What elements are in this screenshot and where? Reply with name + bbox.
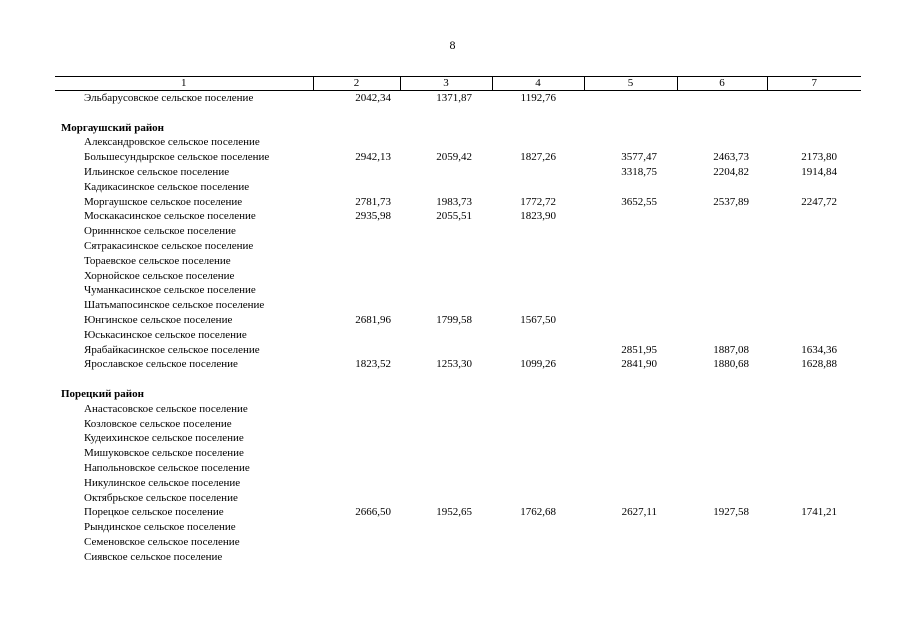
value-cell-col-7 bbox=[767, 550, 861, 565]
value-cell-col-6 bbox=[677, 431, 767, 446]
value-cell-col-3 bbox=[400, 224, 492, 239]
settlement-name: Ярабайкасинское сельское поселение bbox=[84, 343, 260, 356]
value-cell-col-7: 2247,72 bbox=[801, 195, 837, 208]
value-cell-col-6: 1927,58 bbox=[713, 506, 749, 519]
column-header-4: 4 bbox=[492, 77, 584, 91]
value-cell-col-3 bbox=[400, 328, 492, 343]
value-cell-col-6 bbox=[677, 491, 767, 506]
settlement-name: Шатьмапосинское сельское поселение bbox=[84, 299, 265, 312]
value-cell-col-7 bbox=[767, 135, 861, 150]
value-cell-col-2 bbox=[313, 298, 400, 313]
value-cell-col-6: 1887,08 bbox=[713, 343, 749, 356]
value-cell-col-6 bbox=[677, 461, 767, 476]
settlement-name: Оринннское сельское поселение bbox=[84, 225, 236, 238]
settlement-name: Никулинское сельское поселение bbox=[84, 476, 241, 489]
value-cell-col-2: 2042,34 bbox=[355, 92, 391, 104]
value-cell-col-7 bbox=[767, 269, 861, 284]
value-cell-col-2 bbox=[313, 283, 400, 298]
value-cell-col-6 bbox=[677, 91, 767, 106]
value-cell-col-3 bbox=[400, 269, 492, 284]
value-cell-col-4: 1823,90 bbox=[520, 210, 556, 223]
value-cell-col-7: 1914,84 bbox=[801, 165, 837, 178]
district-heading: Порецкий район bbox=[61, 387, 144, 400]
value-cell-col-7 bbox=[767, 254, 861, 269]
value-cell-col-7 bbox=[767, 520, 861, 535]
value-cell-col-4 bbox=[492, 417, 584, 432]
value-cell-col-3 bbox=[400, 402, 492, 417]
spacer-row bbox=[55, 372, 861, 387]
table-row bbox=[55, 431, 861, 446]
value-cell-col-6: 2537,89 bbox=[713, 195, 749, 208]
value-cell-col-7 bbox=[767, 239, 861, 254]
value-cell-col-3: 2059,42 bbox=[436, 151, 472, 164]
value-cell-col-3: 2055,51 bbox=[436, 210, 472, 223]
value-cell-col-4 bbox=[492, 224, 584, 239]
value-cell-col-3 bbox=[400, 254, 492, 269]
value-cell-col-2 bbox=[313, 550, 400, 565]
column-header-1: 1 bbox=[55, 77, 313, 91]
header-row bbox=[55, 77, 861, 91]
value-cell-col-2: 2666,50 bbox=[355, 506, 391, 519]
value-cell-col-5 bbox=[584, 535, 677, 550]
value-cell-col-3 bbox=[400, 135, 492, 150]
table-row bbox=[55, 402, 861, 417]
settlement-name: Москакасинское сельское поселение bbox=[84, 210, 256, 223]
value-cell-col-2: 2781,73 bbox=[355, 195, 391, 208]
value-cell-col-3 bbox=[400, 535, 492, 550]
value-cell-col-5 bbox=[584, 550, 677, 565]
value-cell-col-5 bbox=[584, 91, 677, 106]
value-cell-col-5: 2627,11 bbox=[621, 506, 657, 519]
value-cell-col-6 bbox=[677, 269, 767, 284]
value-cell-col-2 bbox=[313, 224, 400, 239]
value-cell-col-3 bbox=[400, 283, 492, 298]
value-cell-col-3 bbox=[400, 298, 492, 313]
value-cell-col-7: 1628,88 bbox=[801, 358, 837, 371]
value-cell-col-2 bbox=[313, 269, 400, 284]
value-cell-col-2 bbox=[313, 491, 400, 506]
value-cell-col-4 bbox=[492, 343, 584, 358]
column-header-5: 5 bbox=[584, 77, 677, 91]
value-cell-col-7 bbox=[767, 313, 861, 328]
value-cell-col-6 bbox=[677, 224, 767, 239]
table-row bbox=[55, 298, 861, 313]
data-table bbox=[55, 76, 861, 565]
value-cell-col-2: 2681,96 bbox=[355, 313, 391, 326]
value-cell-col-4: 1827,26 bbox=[520, 151, 556, 164]
value-cell-col-3 bbox=[400, 180, 492, 195]
value-cell-col-4 bbox=[492, 254, 584, 269]
value-cell-col-6 bbox=[677, 402, 767, 417]
value-cell-col-4 bbox=[492, 328, 584, 343]
value-cell-col-4 bbox=[492, 239, 584, 254]
table-row bbox=[55, 357, 861, 372]
value-cell-col-6 bbox=[677, 313, 767, 328]
table-row bbox=[55, 239, 861, 254]
table-row bbox=[55, 269, 861, 284]
value-cell-col-7 bbox=[767, 283, 861, 298]
value-cell-col-4 bbox=[492, 135, 584, 150]
value-cell-col-5 bbox=[584, 491, 677, 506]
value-cell-col-5 bbox=[584, 520, 677, 535]
value-cell-col-6 bbox=[677, 298, 767, 313]
table-row bbox=[55, 461, 861, 476]
value-cell-col-4: 1192,76 bbox=[520, 92, 556, 104]
value-cell-col-5: 3577,47 bbox=[621, 151, 657, 164]
page-number: 8 bbox=[449, 38, 456, 52]
value-cell-col-7 bbox=[767, 209, 861, 224]
table-row bbox=[55, 417, 861, 432]
value-cell-col-2 bbox=[313, 431, 400, 446]
value-cell-col-5 bbox=[584, 135, 677, 150]
table-row bbox=[55, 505, 861, 520]
value-cell-col-2 bbox=[313, 135, 400, 150]
settlement-name: Юнгинское сельское поселение bbox=[84, 313, 233, 326]
table-body bbox=[55, 91, 861, 565]
value-cell-col-5: 2851,95 bbox=[621, 343, 657, 356]
table-header bbox=[55, 77, 861, 91]
value-cell-col-7 bbox=[767, 328, 861, 343]
settlement-name: Большесундырское сельское поселение bbox=[84, 151, 270, 164]
value-cell-col-2 bbox=[313, 461, 400, 476]
value-cell-col-3: 1983,73 bbox=[436, 195, 472, 208]
column-header-3: 3 bbox=[400, 77, 492, 91]
column-header-2: 2 bbox=[313, 77, 400, 91]
value-cell-col-3 bbox=[400, 417, 492, 432]
value-cell-col-2 bbox=[313, 402, 400, 417]
value-cell-col-6 bbox=[677, 535, 767, 550]
value-cell-col-6: 2463,73 bbox=[713, 151, 749, 164]
value-cell-col-3: 1952,65 bbox=[436, 506, 472, 519]
value-cell-col-2 bbox=[313, 180, 400, 195]
value-cell-col-6: 1880,68 bbox=[713, 358, 749, 371]
value-cell-col-4 bbox=[492, 269, 584, 284]
value-cell-col-4 bbox=[492, 476, 584, 491]
table-row bbox=[55, 343, 861, 358]
settlement-name: Семеновское сельское поселение bbox=[84, 535, 240, 548]
table-row bbox=[55, 283, 861, 298]
value-cell-col-3 bbox=[400, 461, 492, 476]
value-cell-col-7 bbox=[767, 491, 861, 506]
value-cell-col-2 bbox=[313, 239, 400, 254]
value-cell-col-7: 2173,80 bbox=[801, 151, 837, 164]
value-cell-col-4: 1762,68 bbox=[520, 506, 556, 519]
settlement-name: Моргаушское сельское поселение bbox=[84, 195, 243, 208]
value-cell-col-7 bbox=[767, 446, 861, 461]
value-cell-col-5 bbox=[584, 461, 677, 476]
value-cell-col-4 bbox=[492, 535, 584, 550]
value-cell-col-5 bbox=[584, 402, 677, 417]
table-row bbox=[55, 328, 861, 343]
value-cell-col-7 bbox=[767, 535, 861, 550]
value-cell-col-2 bbox=[313, 328, 400, 343]
value-cell-col-5 bbox=[584, 476, 677, 491]
table-row bbox=[55, 135, 861, 150]
settlement-name: Мишуковское сельское поселение bbox=[84, 447, 244, 460]
value-cell-col-6 bbox=[677, 254, 767, 269]
value-cell-col-2 bbox=[313, 446, 400, 461]
value-cell-col-6 bbox=[677, 520, 767, 535]
table-row bbox=[55, 550, 861, 565]
table-row bbox=[55, 165, 861, 180]
value-cell-col-4 bbox=[492, 402, 584, 417]
value-cell-col-5 bbox=[584, 180, 677, 195]
table-row bbox=[55, 224, 861, 239]
table-row bbox=[55, 254, 861, 269]
value-cell-col-3 bbox=[400, 165, 492, 180]
value-cell-col-4: 1099,26 bbox=[520, 358, 556, 371]
value-cell-col-7 bbox=[767, 417, 861, 432]
value-cell-col-6 bbox=[677, 239, 767, 254]
value-cell-col-6 bbox=[677, 209, 767, 224]
settlement-name: Кадикасинское сельское поселение bbox=[84, 180, 250, 193]
value-cell-col-2 bbox=[313, 535, 400, 550]
value-cell-col-5 bbox=[584, 313, 677, 328]
value-cell-col-2: 1823,52 bbox=[355, 358, 391, 371]
value-cell-col-2 bbox=[313, 254, 400, 269]
value-cell-col-7: 1741,21 bbox=[801, 506, 837, 519]
value-cell-col-3 bbox=[400, 239, 492, 254]
settlement-name: Сиявское сельское поселение bbox=[84, 550, 223, 563]
settlement-name: Чуманкасинское сельское поселение bbox=[84, 284, 256, 297]
table-row bbox=[55, 180, 861, 195]
table-row bbox=[55, 150, 861, 165]
value-cell-col-2: 2942,13 bbox=[355, 151, 391, 164]
district-heading-row bbox=[55, 121, 861, 136]
value-cell-col-3 bbox=[400, 476, 492, 491]
value-cell-col-4 bbox=[492, 298, 584, 313]
value-cell-col-4 bbox=[492, 446, 584, 461]
value-cell-col-7 bbox=[767, 91, 861, 106]
value-cell-col-4 bbox=[492, 283, 584, 298]
value-cell-col-3 bbox=[400, 550, 492, 565]
value-cell-col-3 bbox=[400, 491, 492, 506]
value-cell-col-5 bbox=[584, 417, 677, 432]
value-cell-col-3 bbox=[400, 446, 492, 461]
value-cell-col-6 bbox=[677, 135, 767, 150]
district-heading: Моргаушский район bbox=[61, 121, 165, 134]
value-cell-col-5 bbox=[584, 328, 677, 343]
settlement-name: Кудеихинское сельское поселение bbox=[84, 432, 244, 445]
table-row bbox=[55, 195, 861, 210]
settlement-name: Хорнойское сельское поселение bbox=[84, 269, 235, 282]
value-cell-col-4 bbox=[492, 520, 584, 535]
value-cell-col-2 bbox=[313, 165, 400, 180]
value-cell-col-5 bbox=[584, 254, 677, 269]
table-row bbox=[55, 491, 861, 506]
column-header-7: 7 bbox=[767, 77, 861, 91]
spacer-cell bbox=[55, 372, 861, 387]
spacer-row bbox=[55, 106, 861, 121]
value-cell-col-5 bbox=[584, 224, 677, 239]
value-cell-col-5 bbox=[584, 431, 677, 446]
value-cell-col-2 bbox=[313, 476, 400, 491]
value-cell-col-7 bbox=[767, 461, 861, 476]
table-row bbox=[55, 91, 861, 106]
value-cell-col-4 bbox=[492, 461, 584, 476]
table-row bbox=[55, 476, 861, 491]
value-cell-col-7 bbox=[767, 476, 861, 491]
value-cell-col-4 bbox=[492, 550, 584, 565]
value-cell-col-5 bbox=[584, 209, 677, 224]
value-cell-col-7 bbox=[767, 298, 861, 313]
value-cell-col-5: 2841,90 bbox=[621, 358, 657, 371]
settlement-name: Порецкое сельское поселение bbox=[84, 506, 224, 519]
value-cell-col-5: 3318,75 bbox=[621, 165, 657, 178]
value-cell-col-4: 1772,72 bbox=[520, 195, 556, 208]
value-cell-col-7 bbox=[767, 402, 861, 417]
spacer-cell bbox=[55, 106, 861, 121]
settlement-name: Юськасинское сельское поселение bbox=[84, 328, 247, 341]
value-cell-col-4 bbox=[492, 165, 584, 180]
table-row bbox=[55, 535, 861, 550]
value-cell-col-6 bbox=[677, 180, 767, 195]
table-row bbox=[55, 446, 861, 461]
value-cell-col-3 bbox=[400, 431, 492, 446]
district-heading-row bbox=[55, 387, 861, 402]
settlement-name: Александровское сельское поселение bbox=[84, 136, 260, 149]
column-header-6: 6 bbox=[677, 77, 767, 91]
value-cell-col-7 bbox=[767, 180, 861, 195]
value-cell-col-5 bbox=[584, 283, 677, 298]
settlement-name: Рындинское сельское поселение bbox=[84, 521, 236, 534]
settlement-name: Ильинское сельское поселение bbox=[84, 165, 230, 178]
value-cell-col-5: 3652,55 bbox=[621, 195, 657, 208]
value-cell-col-2: 2935,98 bbox=[355, 210, 391, 223]
settlement-name: Напольновское сельское поселение bbox=[84, 461, 250, 474]
value-cell-col-5 bbox=[584, 239, 677, 254]
value-cell-col-2 bbox=[313, 417, 400, 432]
value-cell-col-6: 2204,82 bbox=[713, 165, 749, 178]
value-cell-col-3: 1371,87 bbox=[436, 92, 472, 104]
table-row bbox=[55, 520, 861, 535]
settlement-name: Октябрьское сельское поселение bbox=[84, 491, 238, 504]
value-cell-col-6 bbox=[677, 283, 767, 298]
value-cell-col-7: 1634,36 bbox=[801, 343, 837, 356]
value-cell-col-3: 1253,30 bbox=[436, 358, 472, 371]
value-cell-col-6 bbox=[677, 417, 767, 432]
settlement-name: Тораевское сельское поселение bbox=[84, 254, 231, 267]
value-cell-col-4 bbox=[492, 431, 584, 446]
value-cell-col-6 bbox=[677, 550, 767, 565]
value-cell-col-3 bbox=[400, 343, 492, 358]
value-cell-col-7 bbox=[767, 224, 861, 239]
settlement-name: Эльбарусовское сельское поселение bbox=[84, 92, 254, 104]
value-cell-col-4: 1567,50 bbox=[520, 313, 556, 326]
value-cell-col-6 bbox=[677, 476, 767, 491]
value-cell-col-4 bbox=[492, 180, 584, 195]
value-cell-col-6 bbox=[677, 446, 767, 461]
value-cell-col-6 bbox=[677, 328, 767, 343]
table-row bbox=[55, 209, 861, 224]
value-cell-col-4 bbox=[492, 491, 584, 506]
value-cell-col-5 bbox=[584, 446, 677, 461]
value-cell-col-3: 1799,58 bbox=[436, 313, 472, 326]
value-cell-col-5 bbox=[584, 298, 677, 313]
value-cell-col-5 bbox=[584, 269, 677, 284]
value-cell-col-2 bbox=[313, 343, 400, 358]
value-cell-col-3 bbox=[400, 520, 492, 535]
settlement-name: Ярославское сельское поселение bbox=[84, 358, 238, 371]
settlement-name: Козловское сельское поселение bbox=[84, 417, 232, 430]
table-row bbox=[55, 313, 861, 328]
settlement-name: Сятракасинское сельское поселение bbox=[84, 239, 254, 252]
value-cell-col-2 bbox=[313, 520, 400, 535]
value-cell-col-7 bbox=[767, 431, 861, 446]
settlement-name: Анастасовское сельское поселение bbox=[84, 402, 248, 415]
